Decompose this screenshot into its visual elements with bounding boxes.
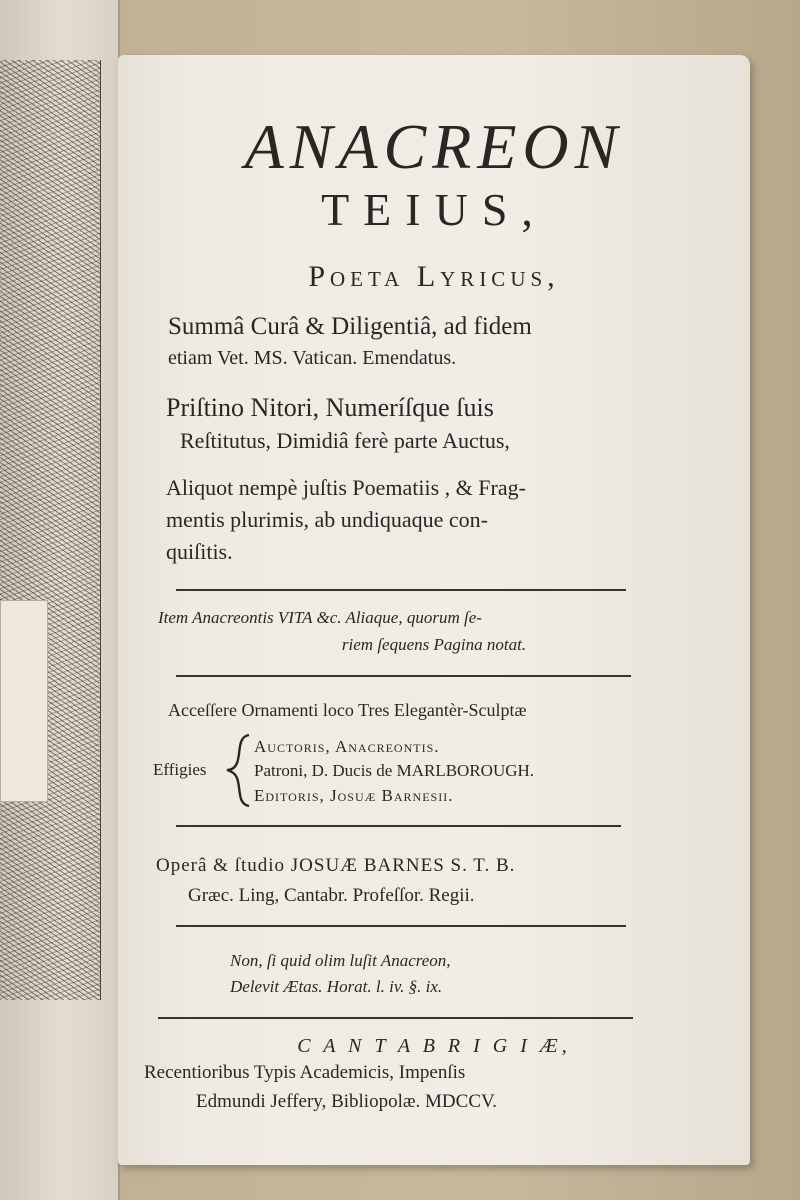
imprint-line-2: Recentioribus Typis Academicis, Impenſis [144, 1062, 466, 1083]
divider-rule [176, 925, 626, 927]
effigies-item-2: Patroni, D. Ducis de MARLBOROUGH. [254, 761, 535, 780]
divider-rule [158, 1017, 633, 1019]
text-line-1b: etiam Vet. MS. Vatican. Emendatus. [168, 347, 457, 369]
text-line-3b: mentis plurimis, ab undiquaque con- [166, 507, 488, 532]
text-line-3a: Aliquot nempè juſtis Poematiis , & Frag- [166, 475, 526, 500]
facing-page-frontispiece [0, 0, 120, 1200]
text-line-3c: quiſitis. [166, 539, 233, 564]
subtitle: TEIUS, [321, 184, 547, 235]
imprint-line-1: C A N T A B R I G I Æ, [297, 1035, 571, 1057]
item-line-b: riem ſequens Pagina notat. [341, 635, 527, 654]
text-line-2b: Reſtitutus, Dimidiâ ferè parte Auctus, [180, 428, 510, 453]
quote-line-a: Non, ſi quid olim luſit Anacreon, [230, 951, 451, 970]
text-line-2a: Priſtino Nitori, Numeríſque ſuis [166, 393, 494, 422]
item-line-a: Item Anacreontis VITA &c. Aliaque, quorum ſe- [158, 608, 482, 627]
poeta-lyricus: Poeta Lyricus, [308, 260, 560, 293]
quote-line-b: Delevit Ætas. Horat. l. iv. §. ix. [230, 977, 443, 996]
paper-tag [0, 600, 48, 802]
opera-line-a: Operâ & ſtudio JOSUÆ BARNES S. T. B. [156, 855, 516, 876]
accessere-line: Acceſſere Ornamenti loco Tres Elegantèr-Sculptæ [168, 700, 527, 720]
divider-rule [176, 675, 631, 677]
title-page [118, 55, 750, 1165]
effigies-item-3: Editoris, Josuæ Barnesii. [254, 786, 454, 805]
imprint-line-3: Edmundi Jeffery, Bibliopolæ. MDCCV. [196, 1091, 498, 1112]
opera-line-b: Græc. Ling, Cantabr. Profeſſor. Regii. [188, 885, 475, 906]
text-line-1a: Summâ Curâ & Diligentiâ, ad fidem [168, 313, 532, 340]
effigies-label: Effigies [153, 760, 207, 779]
engraving-illustration [0, 60, 101, 1000]
divider-rule [176, 589, 626, 591]
title: ANACREON [244, 111, 624, 182]
curly-brace-icon [225, 733, 255, 808]
effigies-item-1: Auctoris, Anacreontis. [254, 737, 440, 756]
divider-rule [176, 825, 621, 827]
